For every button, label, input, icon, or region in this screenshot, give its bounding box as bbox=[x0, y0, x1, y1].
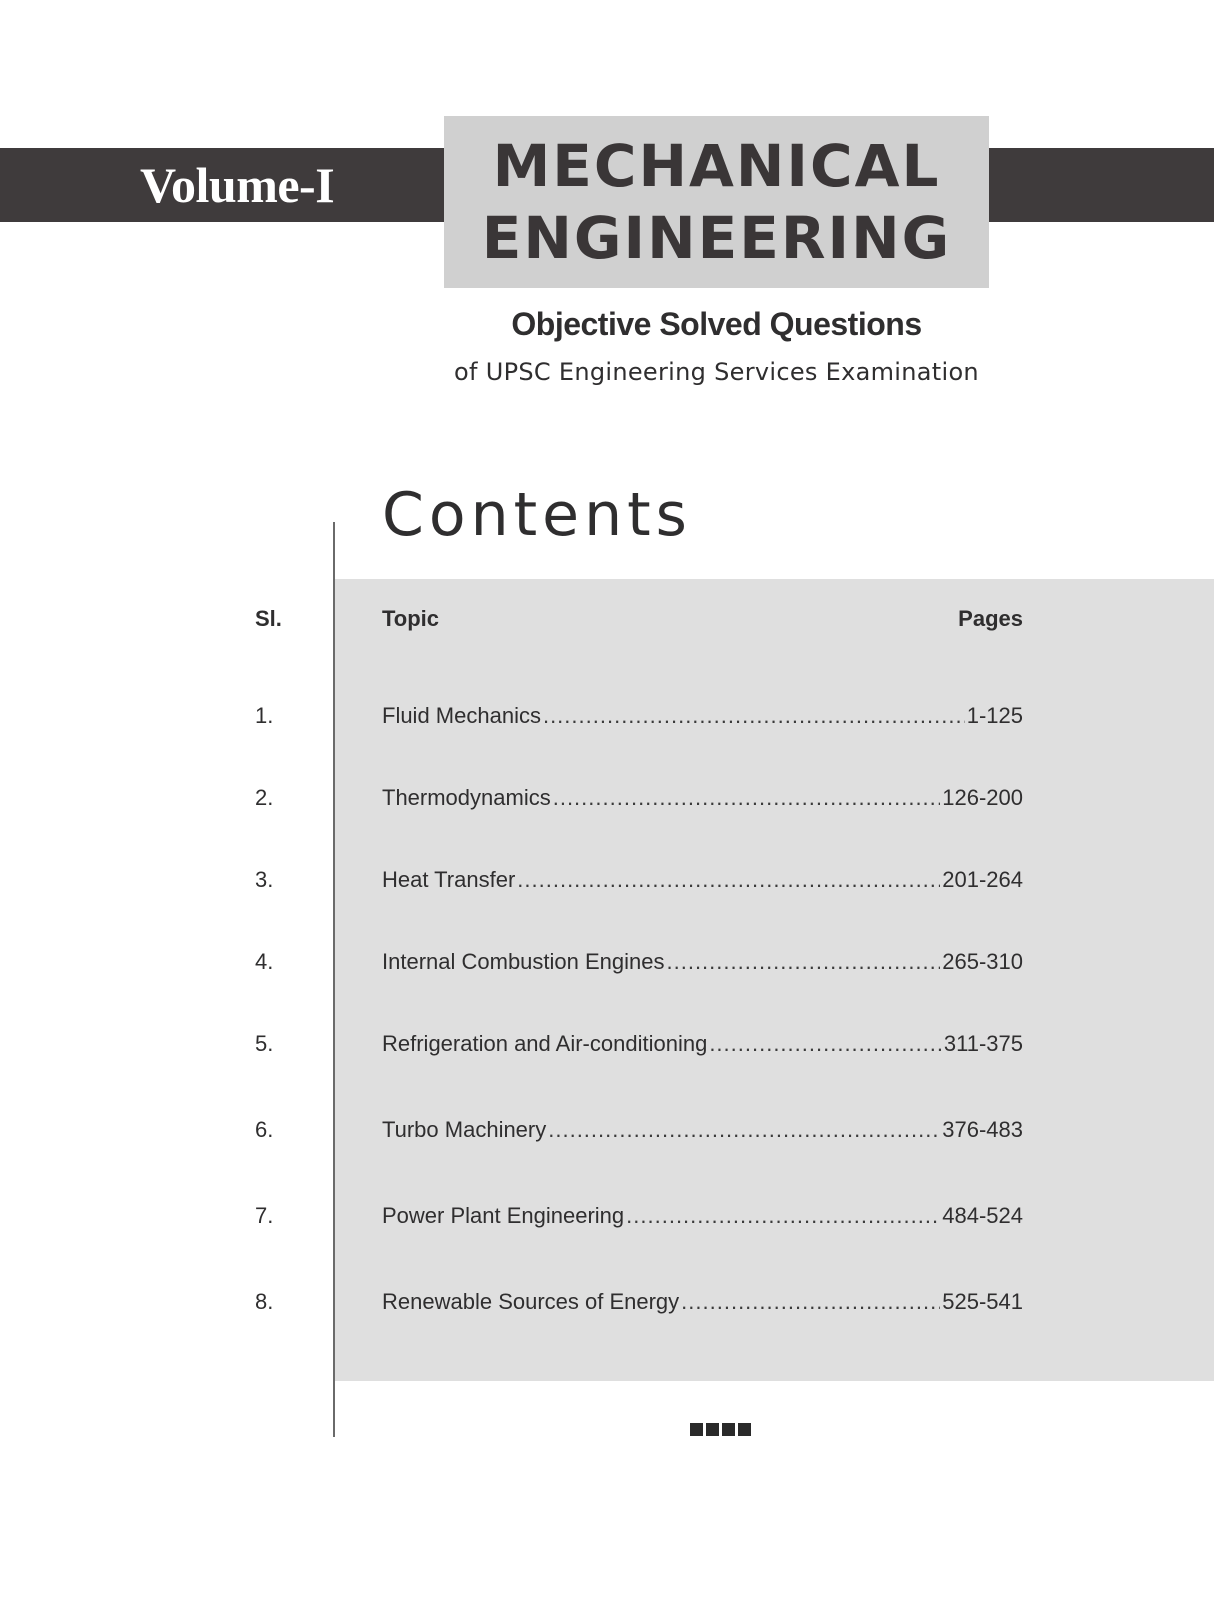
title-line-1: MECHANICAL bbox=[492, 132, 941, 200]
dot-leader bbox=[548, 1117, 940, 1143]
end-mark-square bbox=[738, 1423, 751, 1436]
row-pages: 1-125 bbox=[966, 703, 1023, 728]
contents-panel bbox=[335, 579, 1214, 1381]
subtitle-secondary: of UPSC Engineering Services Examination bbox=[454, 358, 979, 386]
dot-leader bbox=[667, 949, 941, 975]
subtitle: Objective Solved Questions bbox=[511, 306, 922, 342]
row-topic: Thermodynamics bbox=[382, 785, 551, 810]
dot-leader bbox=[517, 867, 940, 893]
end-mark-square bbox=[722, 1423, 735, 1436]
column-header-pages: Pages bbox=[958, 606, 1023, 631]
row-topic: Renewable Sources of Energy bbox=[382, 1289, 680, 1314]
row-pages: 126-200 bbox=[942, 785, 1023, 810]
row-topic: Refrigeration and Air-conditioning bbox=[382, 1031, 708, 1056]
vertical-divider bbox=[333, 522, 335, 1437]
dot-leader bbox=[626, 1203, 940, 1229]
dot-leader bbox=[543, 703, 965, 729]
dot-leader bbox=[709, 1031, 942, 1057]
dot-leader bbox=[681, 1289, 940, 1315]
table-row[interactable] bbox=[382, 703, 1023, 729]
table-row[interactable] bbox=[382, 785, 1023, 811]
row-topic: Internal Combustion Engines bbox=[382, 949, 665, 974]
end-of-section-mark bbox=[690, 1423, 751, 1436]
end-mark-square bbox=[690, 1423, 703, 1436]
table-row[interactable] bbox=[382, 1203, 1023, 1229]
row-pages: 484-524 bbox=[942, 1203, 1023, 1228]
volume-label: Volume-I bbox=[140, 157, 335, 213]
row-8-sl: 8. bbox=[255, 1289, 274, 1314]
row-2-sl: 2. bbox=[255, 785, 274, 810]
column-header-topic: Topic bbox=[382, 606, 440, 631]
row-6-sl: 6. bbox=[255, 1117, 274, 1142]
table-row[interactable] bbox=[382, 1289, 1023, 1315]
row-3-sl: 3. bbox=[255, 867, 274, 892]
contents-heading: Contents bbox=[382, 480, 692, 550]
row-topic: Power Plant Engineering bbox=[382, 1203, 625, 1228]
row-pages: 265-310 bbox=[942, 949, 1023, 974]
row-4-sl: 4. bbox=[255, 949, 274, 974]
table-row[interactable] bbox=[382, 1031, 1023, 1057]
row-7-sl: 7. bbox=[255, 1203, 274, 1228]
dot-leader bbox=[553, 785, 941, 811]
row-5-sl: 5. bbox=[255, 1031, 274, 1056]
row-topic: Fluid Mechanics bbox=[382, 703, 541, 728]
row-1-sl: 1. bbox=[255, 703, 274, 728]
row-pages: 311-375 bbox=[943, 1031, 1023, 1056]
end-mark-square bbox=[706, 1423, 719, 1436]
table-row[interactable] bbox=[382, 1117, 1023, 1143]
title-box bbox=[444, 116, 989, 288]
row-pages: 201-264 bbox=[942, 867, 1023, 892]
row-topic: Heat Transfer bbox=[382, 867, 516, 892]
row-pages: 376-483 bbox=[942, 1117, 1023, 1142]
title-line-2: ENGINEERING bbox=[481, 204, 952, 272]
row-pages: 525-541 bbox=[942, 1289, 1023, 1314]
column-header-sl: Sl. bbox=[255, 606, 282, 631]
row-topic: Turbo Machinery bbox=[382, 1117, 547, 1142]
table-row[interactable] bbox=[382, 949, 1023, 975]
table-row[interactable] bbox=[382, 867, 1023, 893]
